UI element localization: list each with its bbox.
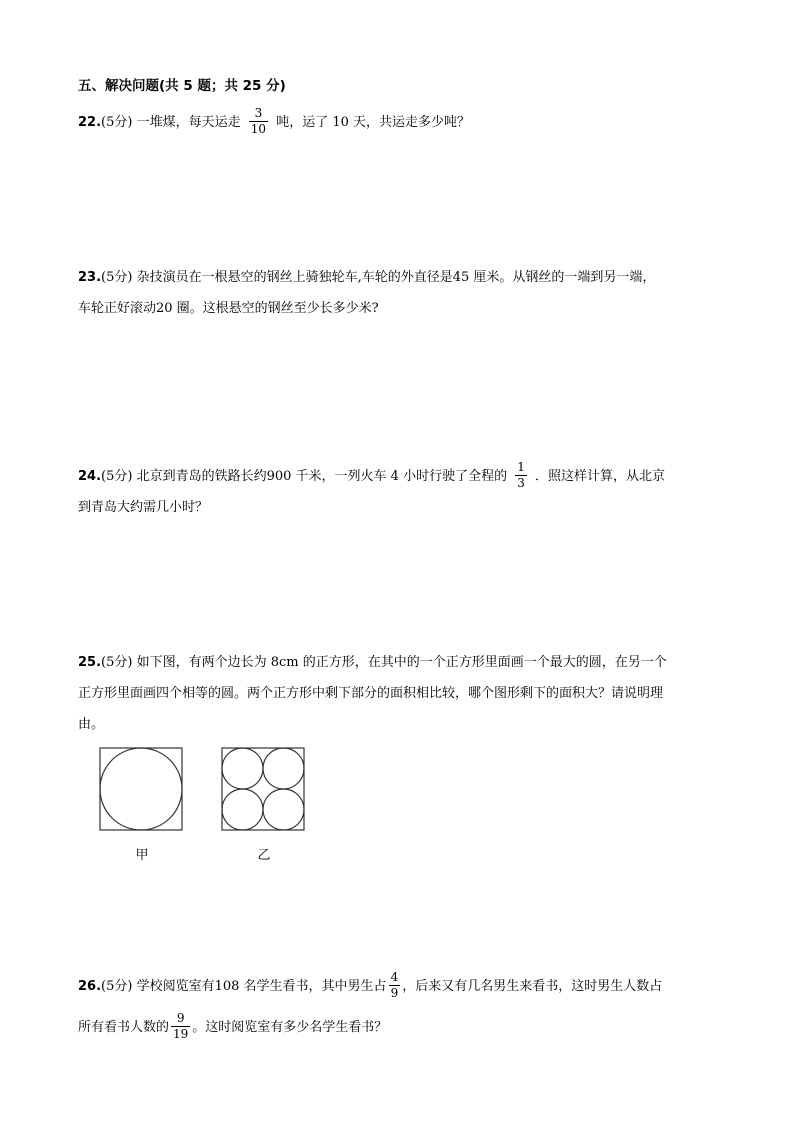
question-24-line-2: 到青岛大约需几小时？ [78, 500, 209, 515]
question-number: 23 [78, 270, 97, 285]
question-text: 吨，运了 10 天，共运走多少吨？ [276, 115, 470, 130]
section-title: 五、解决问题(共 5 题；共 25 分) [78, 78, 286, 94]
question-text: 杂技演员在一根悬空的钢丝上骑独轮车,车轮的外直径是45 厘米。从钢丝的一端到另一端， [136, 270, 656, 285]
question-score: (5分) [101, 655, 133, 670]
question-25-line-1 [78, 653, 667, 673]
fraction-3-10 [249, 106, 268, 137]
fraction-4-9 [389, 970, 401, 1001]
question-dot: . [96, 979, 102, 994]
question-text: 如下图，有两个边长为 8cm 的正方形，在其中的一个正方形里面画一个最大的圆，在另一个 [136, 655, 667, 670]
question-dot: . [96, 270, 102, 285]
fraction-numerator: 4 [390, 970, 399, 984]
fraction-1-3 [515, 460, 527, 491]
question-dot: . [96, 115, 102, 130]
question-text: 学校阅览室有108 名学生看书，其中男生占 [136, 979, 387, 994]
figure-yi [221, 747, 307, 833]
question-text: 北京到青岛的铁路长约900 千米，一列火车 4 小时行驶了全程的 [136, 469, 508, 484]
figure-jia-label: 甲 [135, 848, 149, 863]
figure-yi-circle-top-left [222, 748, 263, 789]
fraction-numerator: 3 [249, 106, 268, 122]
question-dot: . [96, 469, 102, 484]
figure-jia-circle [100, 748, 182, 830]
question-text: 所有看书人数的 [78, 1020, 170, 1035]
question-score: (5分) [101, 115, 133, 130]
question-number: 22 [78, 115, 97, 130]
figure-yi-circle-top-right [263, 748, 304, 789]
question-25-line-2: 正方形里面画四个相等的圆。两个正方形中剩下部分的面积相比较，哪个图形剩下的面积大？请说明理 [78, 686, 664, 701]
fraction-denominator: 3 [517, 476, 525, 490]
question-22 [78, 107, 470, 138]
fraction-denominator: 19 [173, 1027, 189, 1041]
question-26-line-1 [78, 971, 662, 1002]
question-23-line-1 [78, 268, 655, 288]
question-text: 。这时阅览室有多少名学生看书？ [192, 1020, 388, 1035]
figure-yi-circle-bottom-right [263, 789, 304, 830]
fraction-numerator: 9 [171, 1011, 190, 1027]
question-text: 一堆煤，每天运走 [136, 115, 241, 130]
figure-yi-label: 乙 [257, 848, 271, 863]
question-text: ，后来又有几名男生来看书，这时男生人数占 [402, 979, 663, 994]
question-number: 26 [78, 979, 97, 994]
question-score: (5分) [101, 270, 133, 285]
question-26-line-2 [78, 1012, 387, 1043]
fraction-denominator: 9 [390, 986, 399, 1000]
question-score: (5分) [101, 469, 133, 484]
question-25-line-3: 由。 [78, 717, 105, 732]
question-24-line-1 [78, 461, 665, 492]
fraction-9-19 [171, 1011, 190, 1042]
question-23-line-2: 车轮正好滚动20 圈。这根悬空的钢丝至少长多少米? [78, 301, 379, 316]
fraction-numerator: 1 [517, 460, 525, 474]
question-text: ．照这样计算，从北京 [535, 469, 666, 484]
fraction-denominator: 10 [250, 122, 267, 136]
figure-yi-square [222, 748, 304, 830]
question-number: 24 [78, 469, 97, 484]
question-score: (5分) [101, 979, 133, 994]
question-number: 25 [78, 655, 97, 670]
question-dot: . [96, 655, 102, 670]
figure-jia [99, 747, 185, 833]
figure-yi-circle-bottom-left [222, 789, 263, 830]
